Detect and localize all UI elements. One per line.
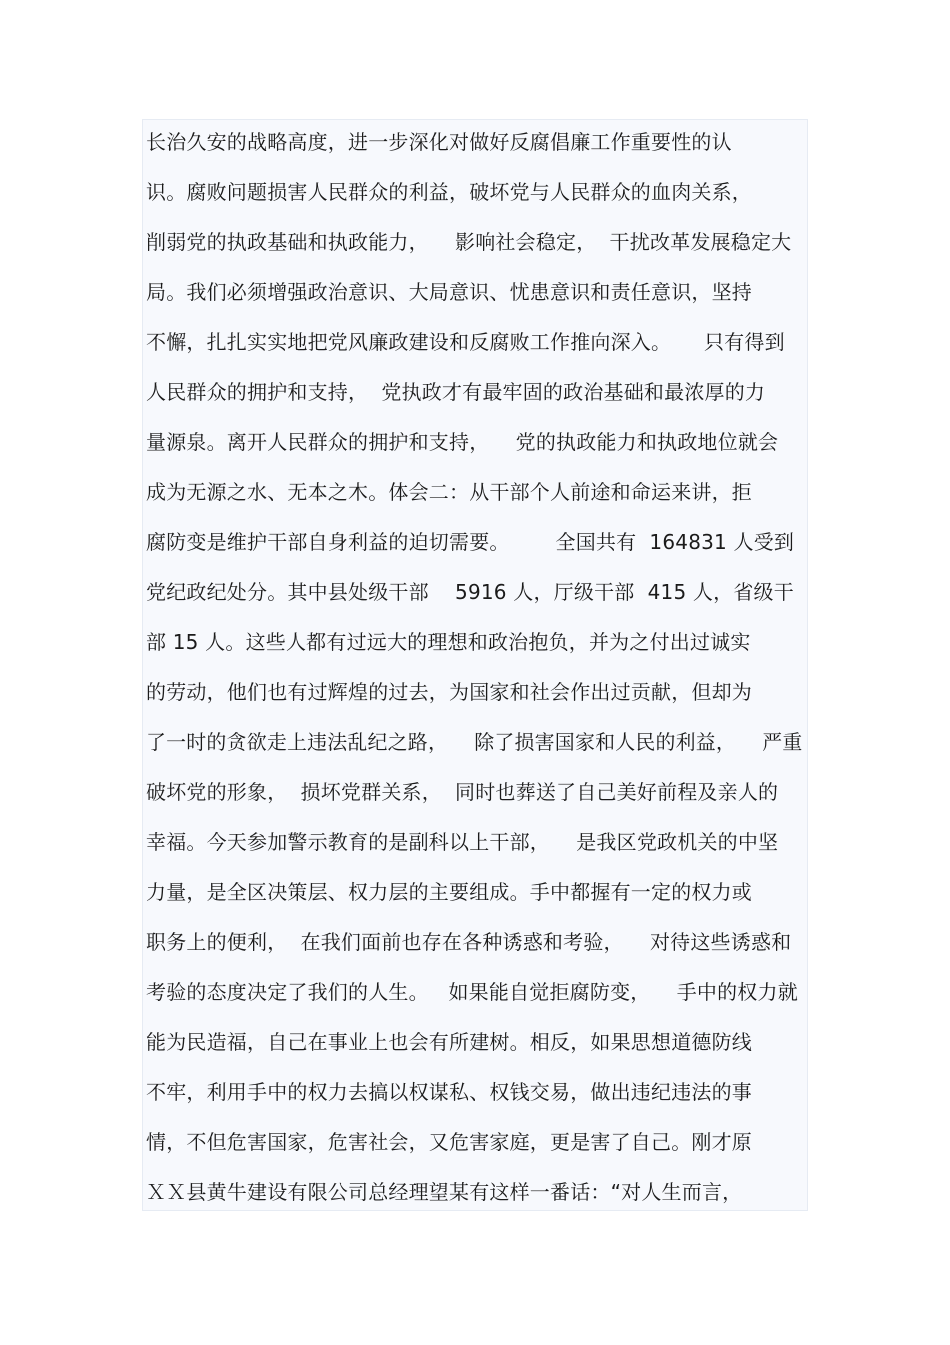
text-line: 党纪政纪处分。其中县处级干部 5916 人，厅级干部 415 人，省级干 [146,580,794,604]
text-line: 职务上的便利， 在我们面前也存在各种诱惑和考验， 对待这些诱惑和 [146,930,792,954]
text-line: 部 15 人。这些人都有过远大的理想和政治抱负，并为之付出过诚实 [146,630,751,654]
text-line: 局。我们必须增强政治意识、大局意识、忧患意识和责任意识，坚持 [146,280,752,304]
text-line: 成为无源之水、无本之木。体会二：从干部个人前途和命运来讲，拒 [146,480,752,504]
text-line: ＸＸ县黄牛建设有限公司总经理望某有这样一番话：“对人生而言， [146,1180,743,1204]
text-line: 情，不但危害国家，危害社会，又危害家庭，更是害了自己。刚才原 [146,1130,752,1154]
text-line: 长治久安的战略高度，进一步深化对做好反腐倡廉工作重要性的认 [146,130,732,154]
text-line: 的劳动，他们也有过辉煌的过去，为国家和社会作出过贡献，但却为 [146,680,752,704]
text-line: 能为民造福，自己在事业上也会有所建树。相反，如果思想道德防线 [146,1030,752,1054]
text-line: 不牢，利用手中的权力去搞以权谋私、权钱交易，做出违纪违法的事 [146,1080,752,1104]
text-line: 量源泉。离开人民群众的拥护和支持， 党的执政能力和执政地位就会 [146,430,779,454]
text-line: 人民群众的拥护和支持， 党执政才有最牢固的政治基础和最浓厚的力 [146,380,766,404]
text-line: 力量，是全区决策层、权力层的主要组成。手中都握有一定的权力或 [146,880,752,904]
text-line: 识。腐败问题损害人民群众的利益，破坏党与人民群众的血肉关系， [146,180,752,204]
text-line: 腐防变是维护干部自身利益的迫切需要。 全国共有 164831 人受到 [146,530,795,554]
text-line: 不懈，扎扎实实地把党风廉政建设和反腐败工作推向深入。 只有得到 [146,330,785,354]
text-line: 幸福。今天参加警示教育的是副科以上干部， 是我区党政机关的中坚 [146,830,779,854]
text-line: 削弱党的执政基础和执政能力， 影响社会稳定， 干扰改革发展稳定大 [146,230,792,254]
text-block [142,119,808,1211]
text-line: 了一时的贪欲走上违法乱纪之路， 除了损害国家和人民的利益， 严重 [146,730,803,754]
text-line: 破坏党的形象， 损坏党群关系， 同时也葬送了自己美好前程及亲人的 [146,780,779,804]
text-line: 考验的态度决定了我们的人生。 如果能自觉拒腐防变， 手中的权力就 [146,980,798,1004]
